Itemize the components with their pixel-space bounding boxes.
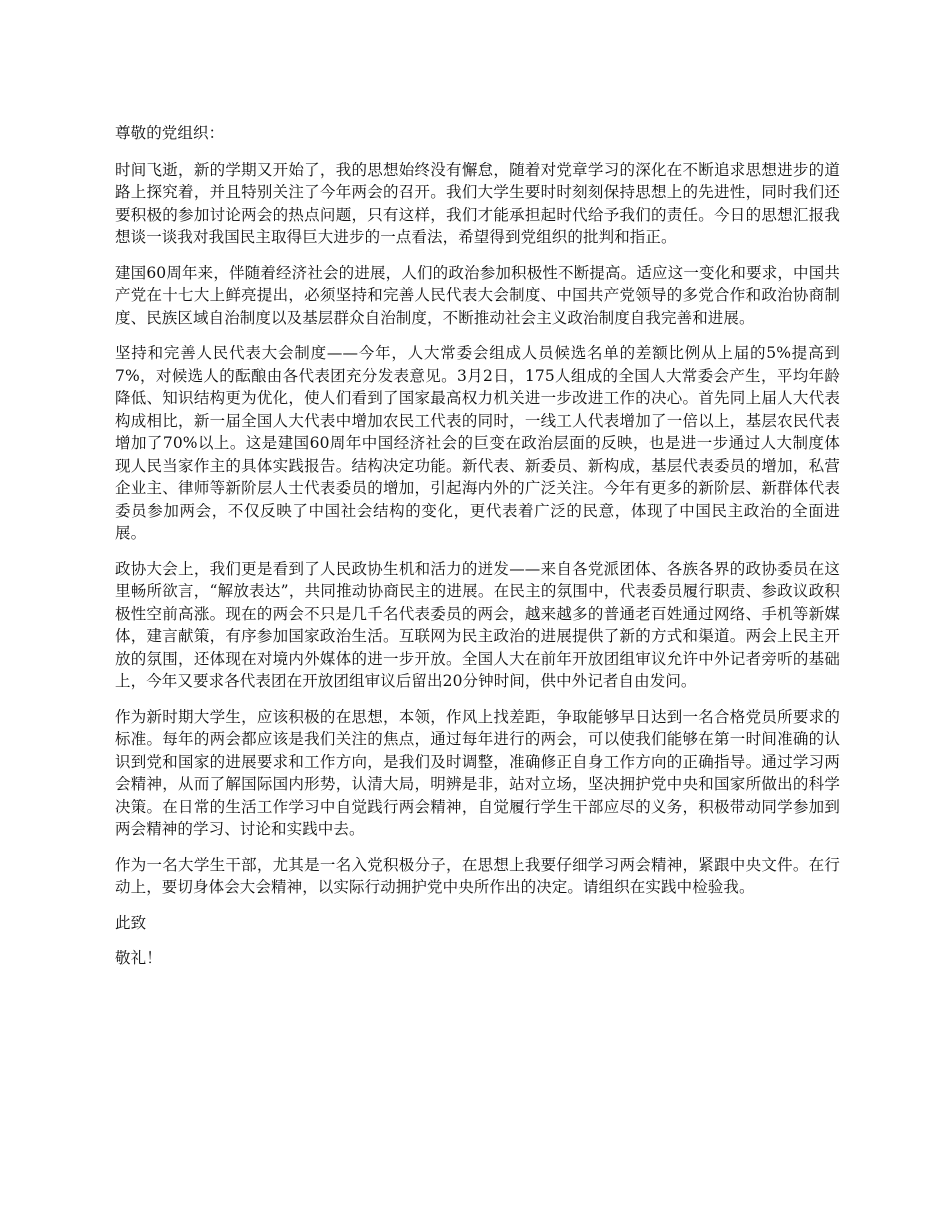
paragraph-anniversary: 建国60周年来，伴随着经济社会的进展，人们的政治参加积极性不断提高。适应这一变化和要求，中国共产党在十七大上鲜亮提出，必须坚持和完善人民代表大会制度、中国共产党领导的多党合作和政治协商制度、民族区域自治制度以及基层群众自治制度，不断推动社会主义政治制度自我完善和进展。: [115, 263, 840, 327]
closing-jingli: 敬礼！: [115, 949, 162, 967]
document-body: [115, 122, 840, 983]
paragraph-student-role: 作为新时期大学生，应该积极的在思想，本领，作风上找差距，争取能够早日达到一名合格党员所要求的标准。每年的两会都应该是我们关注的焦点，通过每年进行的两会，可以使我们能够在第一时间准确的认识到党和国家的进展要求和工作方向，是我们及时调整，准确修正自身工作方向的正确指导。通过学习两会精神，从而了解国际国内形势，认清大局，明辨是非，站对立场，坚决拥护党中央和国家所做出的科学决策。在日常的生活工作学习中自觉践行两会精神，自觉履行学生干部应尽的义务，积极带动同学参加到两会精神的学习、讨论和实践中去。: [115, 707, 840, 838]
paragraph-intro: 时间飞逝，新的学期又开始了，我的思想始终没有懈怠，随着对党章学习的深化在不断追求思想进步的道路上探究着，并且特别关注了今年两会的召开。我们大学生要时时刻刻保持思想上的先进性，同时我们还要积极的参加讨论两会的热点问题，只有这样，我们才能承担起时代给予我们的责任。今日的思想汇报我想谈一谈我对我国民主取得巨大进步的一点看法，希望得到党组织的批判和指正。: [115, 160, 840, 246]
salutation: 尊敬的党组织：: [115, 124, 225, 142]
paragraph-cppcc: 政协大会上，我们更是看到了人民政协生机和活力的迸发——来自各党派团体、各族各界的政协委员在这里畅所欲言，“解放表达”，共同推动协商民主的进展。在民主的氛围中，代表委员履行职责、参政议政积极性空前高涨。现在的两会不只是几千名代表委员的两会，越来越多的普通老百姓通过网络、手机等新媒体，建言献策，有序参加国家政治生活。互联网为民主政治的进展提供了新的方式和渠道。两会上民主开放的氛围，还体现在对境内外媒体的进一步开放。全国人大在前年开放团组审议允许中外记者旁听的基础上，今年又要求各代表团在开放团组审议后留出20分钟时间，供中外记者自由发问。: [115, 559, 840, 690]
paragraph-npc: 坚持和完善人民代表大会制度——今年，人大常委会组成人员候选名单的差额比例从上届的5%提高到7%，对候选人的酝酿由各代表团充分发表意见。3月2日，175人组成的全国人大常委会产生，平均年龄降低、知识结构更为优化，使人们看到了国家最高权力机关进一步改进工作的决心。首先同上届人大代表构成相比，新一届全国人大代表中增加农民工代表的同时，一线工人代表增加了一倍以上，基层农民代表增加了70%以上。这是建国60周年中国经济社会的巨变在政治层面的反映，也是进一步通过人大制度体现人民当家作主的具体实践报告。结构决定功能。新代表、新委员、新构成，基层代表委员的增加，私营企业主、律师等新阶层人士代表委员的增加，引起海内外的广泛关注。今年有更多的新阶层、新群体代表委员参加两会，不仅反映了中国社会结构的变化，更代表着广泛的民意，体现了中国民主政治的全面进展。: [115, 344, 840, 542]
closing-cizhi: 此致: [115, 913, 147, 932]
paragraph-commitment: 作为一名大学生干部，尤其是一名入党积极分子，在思想上我要仔细学习两会精神，紧跟中央文件。在行动上，要切身体会大会精神，以实际行动拥护党中央所作出的决定。请组织在实践中检验我。: [115, 855, 840, 896]
